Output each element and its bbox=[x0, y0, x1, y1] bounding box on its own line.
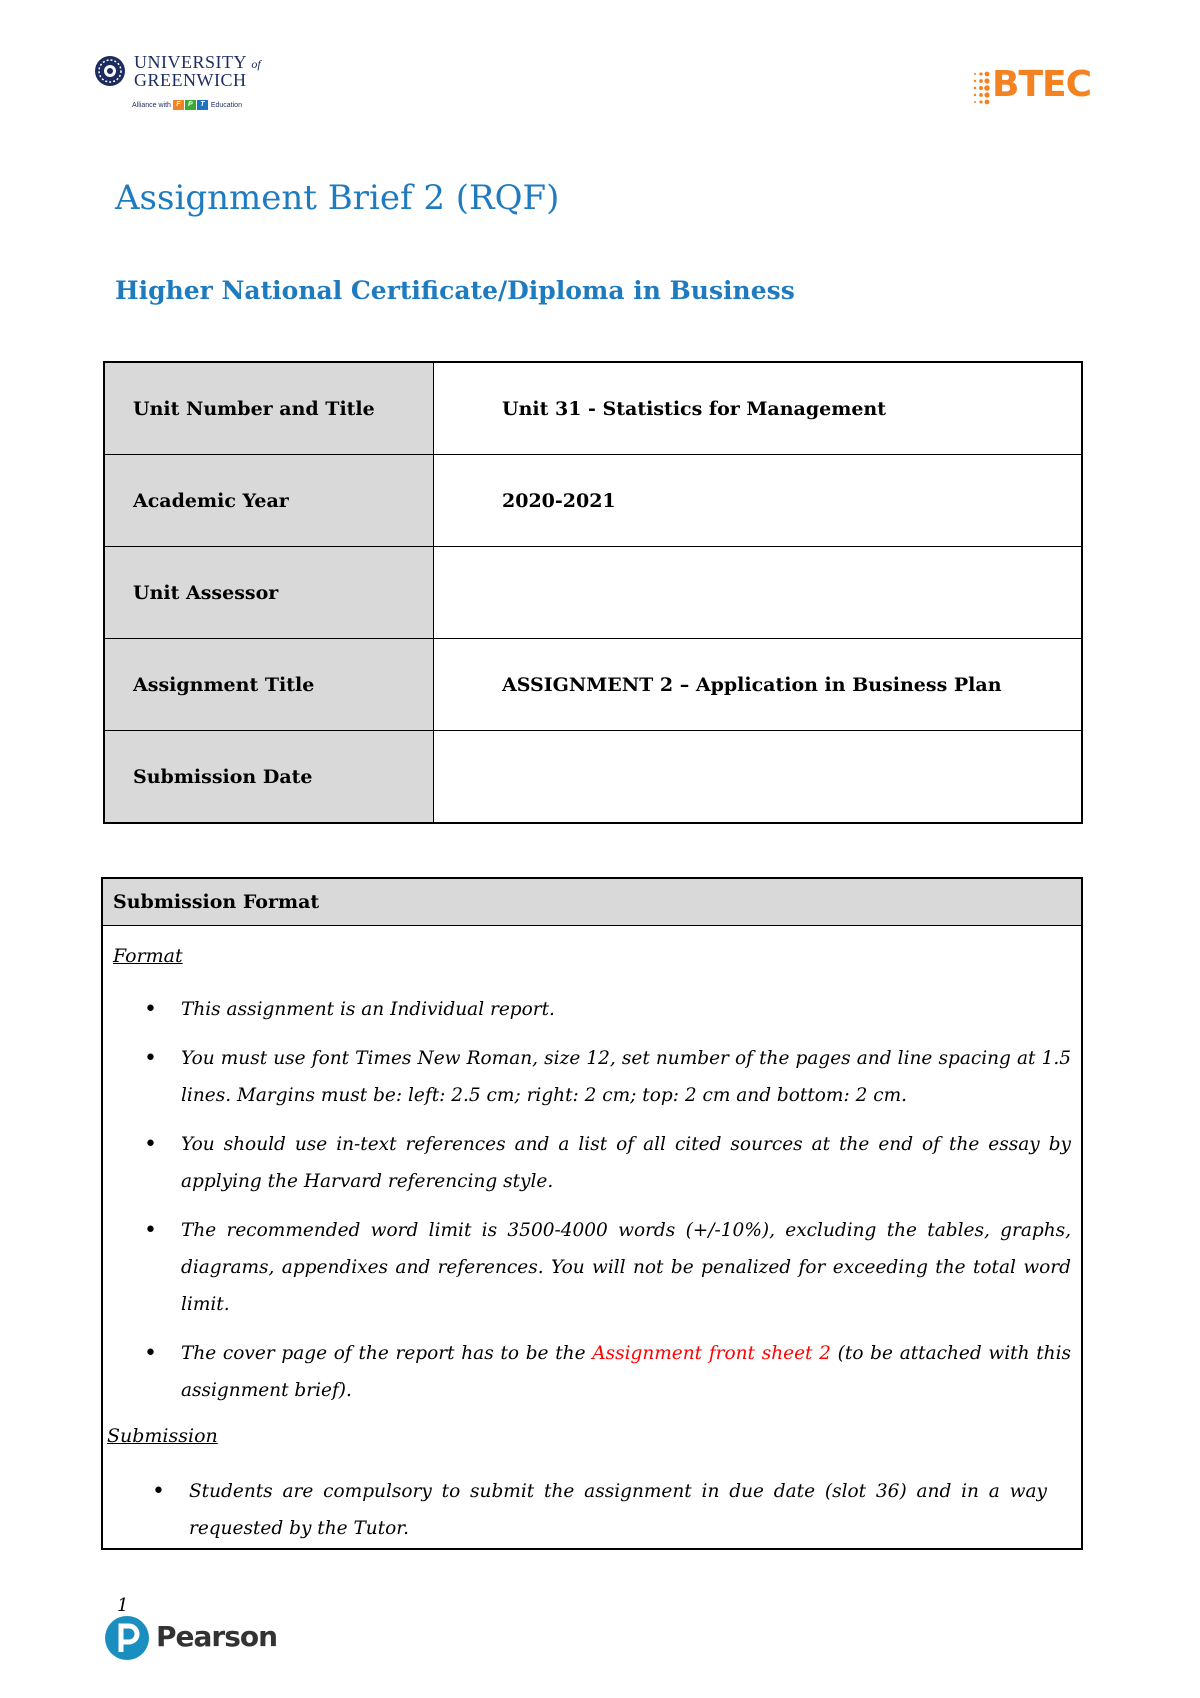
pearson-logo bbox=[104, 1614, 284, 1668]
cover-text-before: The cover page of the report has to be the bbox=[181, 1343, 593, 1364]
table-label-cell: Assignment Title bbox=[104, 639, 434, 731]
btec-logo-text: BTEC bbox=[992, 64, 1092, 105]
unit-info-table bbox=[103, 361, 1083, 824]
btec-logo bbox=[970, 66, 1110, 116]
table-row bbox=[104, 731, 1082, 824]
list-item: • The recommended word limit is 3500-4000 words (+/-10%), excluding the tables, graphs, diagrams, appendixes and references. You will not be penalized for exceeding the total word limit. bbox=[139, 1212, 1071, 1323]
format-label: Format bbox=[113, 945, 183, 967]
document-title: Assignment Brief 2 (RQF) bbox=[115, 178, 560, 218]
table-row bbox=[104, 547, 1082, 639]
submission-label: Submission bbox=[107, 1425, 218, 1447]
page-number: 1 bbox=[117, 1595, 129, 1616]
table-label-cell: Academic Year bbox=[104, 455, 434, 547]
university-crest-icon bbox=[94, 55, 126, 87]
table-row bbox=[104, 639, 1082, 731]
university-name-line2: GREENWICH bbox=[134, 70, 247, 90]
list-item: • You must use font Times New Roman, size 12, set number of the pages and line spacing at 1.5 lines. Margins must be: left: 2.5 cm; right: 2 cm; top: 2 cm and bottom: 2 cm. bbox=[139, 1040, 1071, 1114]
submission-format-box bbox=[101, 877, 1083, 1550]
document-subtitle: Higher National Certificate/Diploma in Business bbox=[115, 276, 795, 305]
btec-dots-icon bbox=[970, 70, 992, 106]
cover-text-after: (to be attached with this assignment brief). bbox=[181, 1343, 1071, 1401]
list-item: • You should use in-text references and a list of all cited sources at the end of the essay by applying the Harvard referencing style. bbox=[139, 1126, 1071, 1200]
pearson-p-icon bbox=[104, 1614, 150, 1662]
assignment-front-sheet-reference: Assignment front sheet 2 bbox=[592, 1343, 831, 1364]
pearson-wordmark: Pearson bbox=[156, 1620, 278, 1653]
submission-bullet-list bbox=[147, 1473, 1047, 1559]
partner-suffix: Education bbox=[210, 101, 242, 109]
partner-tagline bbox=[132, 100, 242, 110]
list-item: • This assignment is an Individual report. bbox=[139, 991, 1071, 1028]
table-label-cell: Submission Date bbox=[104, 731, 434, 824]
table-value-cell: ASSIGNMENT 2 – Application in Business Plan bbox=[434, 639, 1083, 731]
fpt-letter-t: T bbox=[197, 100, 208, 110]
table-value-cell: 2020-2021 bbox=[434, 455, 1083, 547]
university-of-greenwich-logo bbox=[94, 52, 264, 118]
list-item bbox=[139, 1335, 1071, 1409]
table-value-cell bbox=[434, 547, 1083, 639]
fpt-logo bbox=[173, 100, 209, 110]
submission-format-header: Submission Format bbox=[103, 879, 1081, 926]
table-row bbox=[104, 362, 1082, 455]
university-name-of: of bbox=[251, 57, 261, 71]
university-name-line1: UNIVERSITY bbox=[134, 52, 247, 72]
table-label-cell: Unit Assessor bbox=[104, 547, 434, 639]
table-label-cell: Unit Number and Title bbox=[104, 362, 434, 455]
format-bullet-list bbox=[139, 991, 1071, 1421]
partner-prefix: Alliance with bbox=[132, 101, 171, 109]
table-row bbox=[104, 455, 1082, 547]
table-value-cell: Unit 31 - Statistics for Management bbox=[434, 362, 1083, 455]
table-value-cell bbox=[434, 731, 1083, 824]
fpt-letter-p: P bbox=[185, 100, 196, 110]
fpt-letter-f: F bbox=[173, 100, 184, 110]
list-item: • Students are compulsory to submit the assignment in due date (slot 36) and in a way requested by the Tutor. bbox=[147, 1473, 1047, 1547]
